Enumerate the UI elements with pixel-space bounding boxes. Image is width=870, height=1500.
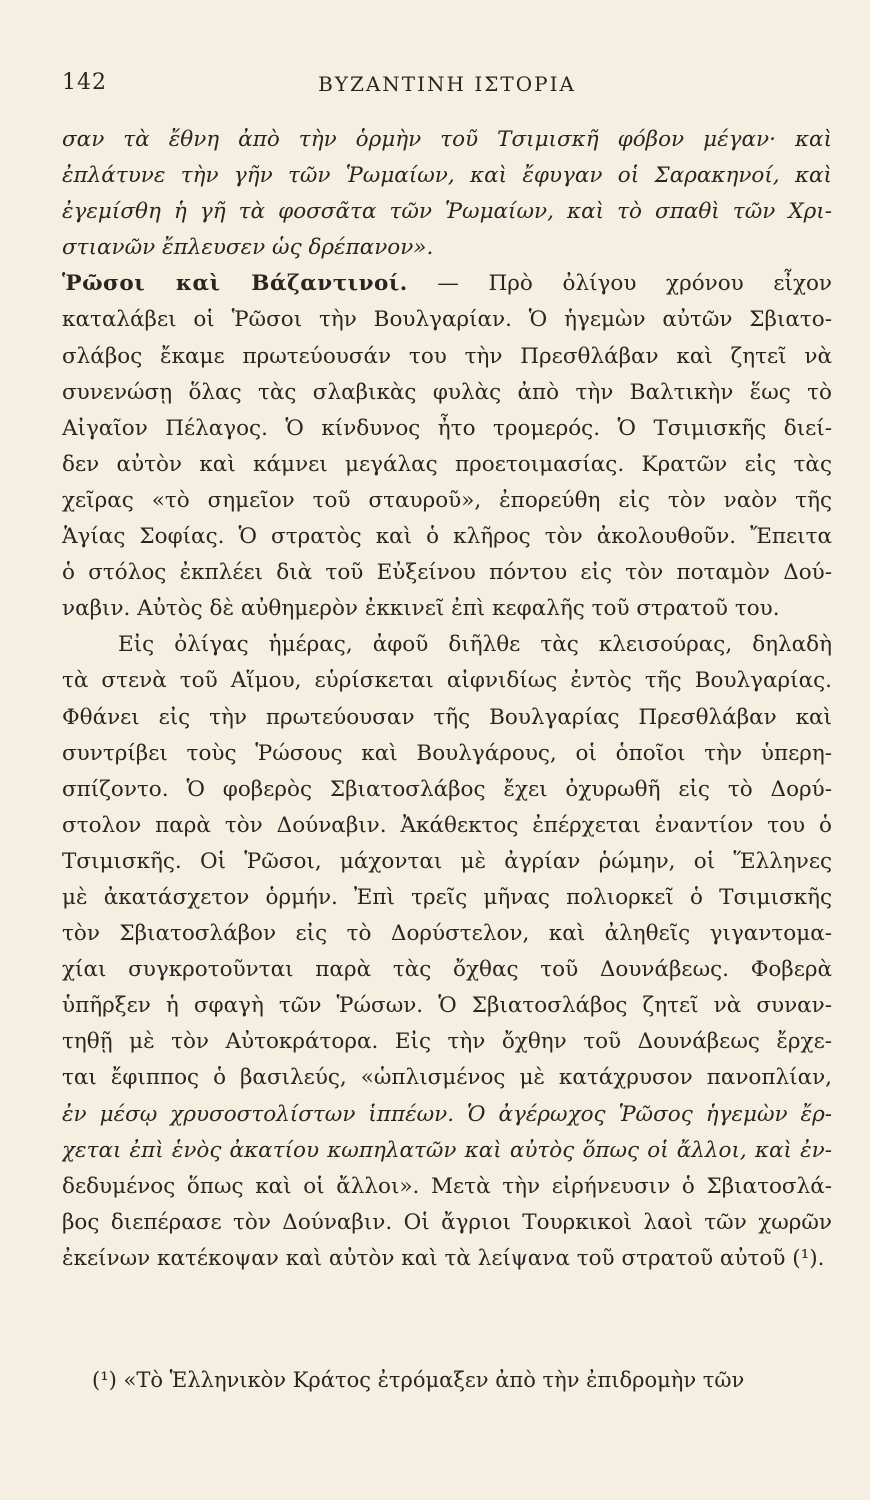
text-line: μὲ ἀκατάσχετον ὁρμήν. Ἐπὶ τρεῖς μῆνας πολιορκεῖ ὁ Τσιμισκῆς <box>62 884 832 910</box>
text-line: χεται ἐπὶ ἑνὸς ἀκατίου κωπηλατῶν καὶ αὐτὸς ὅπως οἱ ἄλλοι, καὶ ἐν- <box>62 1137 832 1163</box>
text-line <box>62 266 832 302</box>
text-line: σαν τὰ ἔθνη ἀπὸ τὴν ὁρμὴν τοῦ Τσιμισκῆ φόβον μέγαν· καὶ <box>62 127 832 152</box>
text-line: σλάβος ἔκαμε πρωτεύουσάν του τὴν Πρεσθλάβαν καὶ ζητεῖ νὰ <box>62 343 832 369</box>
text-line: Ἁγίας Σοφίας. Ὁ στρατὸς καὶ ὁ κλῆρος τὸν ἀκολουθοῦν. Ἔπειτα <box>62 524 832 550</box>
page-number: 142 <box>62 70 107 95</box>
footnote: (¹) «Τὸ Ἑλληνικὸν Κράτος ἐτρόμαξεν ἀπὸ τὴν ἐπιδρομὴν τῶν <box>92 1368 745 1392</box>
text-line: βος διεπέρασε τὸν Δούναβιν. Οἱ ἄγριοι Τουρκικοὶ λαοὶ τῶν χωρῶν <box>62 1209 832 1235</box>
text-line: χεῖρας «τὸ σημεῖον τοῦ σταυροῦ», ἐπορεύθη εἰς τὸν ναὸν τῆς <box>62 487 832 513</box>
text-line-rest: — Πρὸ ὀλίγου χρόνου εἶχον <box>437 271 832 297</box>
section-sidehead: Ῥῶσοι καὶ Βάζαντινοί. <box>62 271 408 297</box>
text-line: τὰ στενὰ τοῦ Αἵμου, εὑρίσκεται αἰφνιδίως ἐντὸς τῆς Βουλγαρίας. <box>62 668 832 694</box>
running-title: ΒΥΖΑΝΤΙΝΗ ΙΣΤΟΡΙΑ <box>318 72 576 96</box>
body-text <box>62 122 832 1277</box>
text-line: ἐγεμίσθη ἡ γῆ τὰ φοσσᾶτα τῶν Ῥωμαίων, καὶ τὸ σπαθὶ τῶν Χρι- <box>62 199 832 225</box>
text-line: συνενώσῃ ὅλας τὰς σλαβικὰς φυλὰς ἀπὸ τὴν Βαλτικὴν ἕως τὸ <box>62 379 832 405</box>
text-line: Τσιμισκῆς. Οἱ Ῥῶσοι, μάχονται μὲ ἀγρίαν ῥώμην, οἱ Ἕλληνες <box>62 848 832 874</box>
text-line: ἐπλάτυνε τὴν γῆν τῶν Ῥωμαίων, καὶ ἔφυγαν οἱ Σαρακηνοί, καὶ <box>62 163 832 189</box>
text-line: τὸν Σβιατοσλάβον εἰς τὸ Δορύστελον, καὶ ἀληθεῖς γιγαντομα- <box>62 921 832 947</box>
text-line: καταλάβει οἱ Ῥῶσοι τὴν Βουλγαρίαν. Ὁ ἡγεμὼν αὐτῶν Σβιατο- <box>62 307 832 333</box>
text-line: ὑπῆρξεν ἡ σφαγὴ τῶν Ῥώσων. Ὁ Σβιατοσλάβος ζητεῖ νὰ συναν- <box>62 993 832 1019</box>
text-line: συντρίβει τοὺς Ῥώσους καὶ Βουλγάρους, οἱ ὁποῖοι τὴν ὑπερη- <box>62 740 832 766</box>
text-line: στιανῶν ἔπλευσεν ὡς δρέπανον». <box>62 235 434 261</box>
text-line: ται ἔφιππος ὁ βασιλεύς, «ὡπλισμένος μὲ κατάχρυσον πανοπλίαν, <box>62 1065 832 1091</box>
text-line: τηθῇ μὲ τὸν Αὐτοκράτορα. Εἰς τὴν ὄχθην τοῦ Δουνάβεως ἔρχε- <box>62 1029 832 1055</box>
text-line: χίαι συγκροτοῦνται παρὰ τὰς ὄχθας τοῦ Δουνάβεως. Φοβερὰ <box>62 957 832 983</box>
text-line: Αἰγαῖον Πέλαγος. Ὁ κίνδυνος ἦτο τρομερός. Ὁ Τσιμισκῆς διεί- <box>62 415 832 441</box>
text-line: ὁ στόλος ἐκπλέει διὰ τοῦ Εὐξείνου πόντου εἰς τὸν ποταμὸν Δού- <box>62 560 832 586</box>
text-line: σπίζοντο. Ὁ φοβερὸς Σβιατοσλάβος ἔχει ὀχυρωθῆ εἰς τὸ Δορύ- <box>62 776 832 802</box>
text-line: Φθάνει εἰς τὴν πρωτεύουσαν τῆς Βουλγαρίας Πρεσθλάβαν καὶ <box>62 704 832 730</box>
text-line: δεν αὐτὸν καὶ κάμνει μεγάλας προετοιμασίας. Κρατῶν εἰς τὰς <box>62 451 832 477</box>
text-line: στολον παρὰ τὸν Δούναβιν. Ἀκάθεκτος ἐπέρχεται ἐναντίον του ὁ <box>62 812 832 838</box>
text-line: ναβιν. Αὐτὸς δὲ αὐθημερὸν ἐκκινεῖ ἐπὶ κεφαλῆς τοῦ στρατοῦ του. <box>62 596 780 622</box>
text-line: δεδυμένος ὅπως καὶ οἱ ἄλλοι». Μετὰ τὴν εἰρήνευσιν ὁ Σβιατοσλά- <box>62 1173 832 1199</box>
page-header <box>62 70 832 110</box>
text-line: Εἰς ὀλίγας ἡμέρας, ἀφοῦ διῆλθε τὰς κλεισούρας, δηλαδὴ <box>118 632 832 658</box>
text-line: ἐν μέσῳ χρυσοστολίστων ἱππέων. Ὁ ἀγέρωχος Ῥῶσος ἡγεμὼν ἔρ- <box>62 1101 832 1127</box>
text-line: ἐκείνων κατέκοψαν καὶ αὐτὸν καὶ τὰ λείψανα τοῦ στρατοῦ αὐτοῦ (¹). <box>62 1245 825 1271</box>
